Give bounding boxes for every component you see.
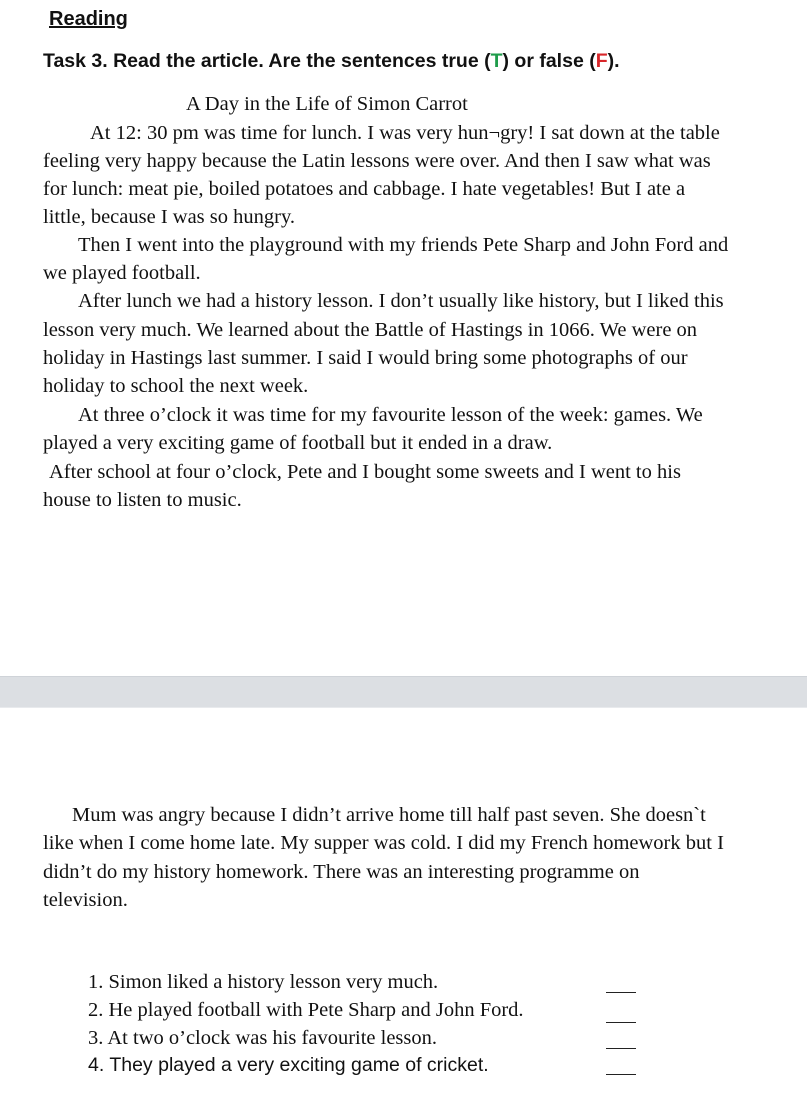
task-instruction (43, 50, 620, 73)
article-line: little, because I was so hungry. (43, 206, 296, 228)
article-line: holiday to school the next week. (43, 375, 309, 397)
article-line: At three o’clock it was time for my favourite lesson of the week: games. We (78, 404, 703, 426)
task-suffix: ). (607, 50, 620, 72)
page-divider (0, 676, 807, 708)
page-two (0, 708, 807, 1111)
article-line: house to listen to music. (43, 489, 242, 511)
article-line: we played football. (43, 262, 201, 284)
article-line: Mum was angry because I didn’t arrive home till half past seven. She doesn`t (72, 804, 706, 826)
article-line: feeling very happy because the Latin lessons were over. And then I saw what was (43, 150, 711, 172)
article-line: At 12: 30 pm was time for lunch. I was very hun¬gry! I sat down at the table (90, 122, 720, 144)
answer-blank[interactable] (606, 1048, 636, 1049)
article-line: played a very exciting game of football but it ended in a draw. (43, 432, 553, 454)
article-line: like when I come home late. My supper was cold. I did my French homework but I (43, 832, 724, 854)
article-line: lesson very much. We learned about the Battle of Hastings in 1066. We were on (43, 319, 698, 341)
article-line: After school at four o’clock, Pete and I bought some sweets and I went to his (49, 461, 681, 483)
task-middle: ) or false ( (502, 50, 596, 72)
article-line: didn’t do my history homework. There was an interesting programme on (43, 861, 640, 883)
answer-blank[interactable] (606, 992, 636, 993)
false-marker: F (595, 50, 608, 72)
question-item: 1. Simon liked a history lesson very much. (88, 971, 439, 993)
question-item: 3. At two o’clock was his favourite lesson. (88, 1027, 438, 1049)
section-heading: Reading (49, 8, 128, 30)
answer-blank[interactable] (606, 1074, 636, 1075)
question-item: 4. They played a very exciting game of cricket. (88, 1054, 489, 1076)
article-title: A Day in the Life of Simon Carrot (186, 93, 468, 115)
answer-blank[interactable] (606, 1022, 636, 1023)
question-item: 2. He played football with Pete Sharp and John Ford. (88, 999, 524, 1021)
article-line: television. (43, 889, 128, 911)
true-marker: T (490, 50, 503, 72)
article-line: holiday in Hastings last summer. I said I would bring some photographs of our (43, 347, 688, 369)
article-line: After lunch we had a history lesson. I don’t usually like history, but I liked this (78, 290, 724, 312)
task-prefix: Task 3. Read the article. Are the sentences true ( (43, 50, 491, 72)
article-line: Then I went into the playground with my friends Pete Sharp and John Ford and (78, 234, 729, 256)
article-line: for lunch: meat pie, boiled potatoes and cabbage. I hate vegetables! But I ate a (43, 178, 686, 200)
